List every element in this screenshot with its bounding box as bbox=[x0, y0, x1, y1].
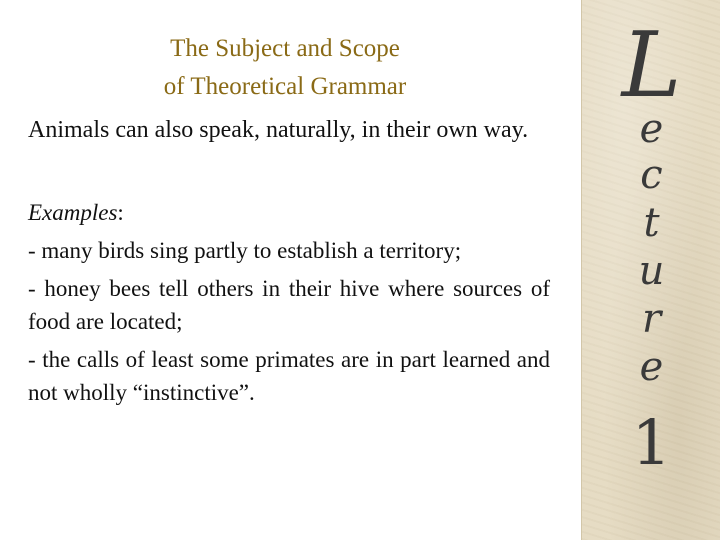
example-item-bees: - honey bees tell others in their hive where sources of food are located; bbox=[28, 276, 550, 334]
lecture-letter-r: r bbox=[641, 296, 662, 342]
lecture-vertical-word bbox=[582, 0, 720, 540]
lecture-letter-u: u bbox=[638, 248, 665, 294]
examples-colon: : bbox=[117, 200, 124, 225]
lecture-letter-e: e bbox=[639, 106, 664, 152]
example-item-primates: - the calls of least some primates are in part learned and not wholly “instinctive”. bbox=[28, 347, 550, 405]
lecture-number: 1 bbox=[631, 406, 672, 479]
lecture-letter-c: c bbox=[640, 152, 663, 198]
lecture-letter-l: L bbox=[621, 13, 682, 118]
lecture-letter-t: t bbox=[643, 200, 660, 246]
example-item-birds: - many birds sing partly to establish a territory; bbox=[28, 238, 462, 263]
examples-heading bbox=[28, 196, 550, 230]
lecture-letter-e-final: e bbox=[639, 344, 664, 390]
slide-title-line-1: The Subject and Scope bbox=[170, 35, 400, 62]
slide-content bbox=[28, 112, 550, 414]
examples-label: Examples bbox=[28, 200, 118, 225]
lecture-sidebar bbox=[581, 0, 720, 540]
lead-paragraph: Animals can also speak, naturally, in their own way. bbox=[28, 117, 529, 143]
slide-title-line-2: of Theoretical Grammar bbox=[163, 73, 407, 100]
slide-title bbox=[0, 30, 570, 106]
